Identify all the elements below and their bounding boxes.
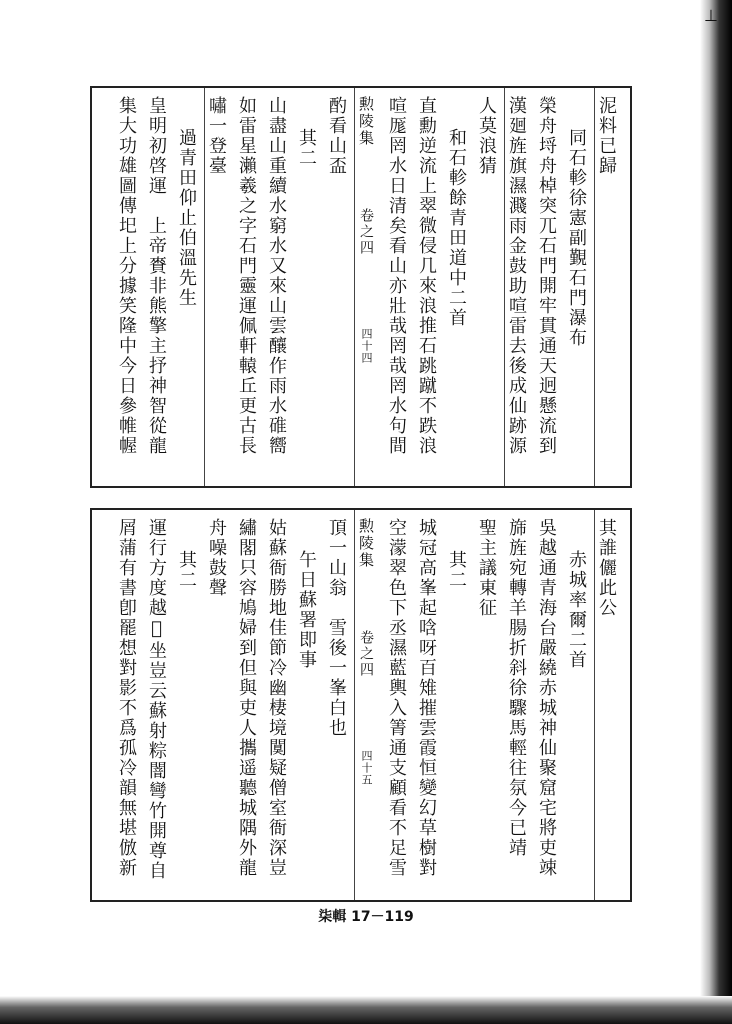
column-rule <box>504 88 505 486</box>
text-column: 直勳逆流上翠微侵几來浪推石跳蹴不跌浪 <box>416 96 437 456</box>
text-column: 泥料已歸 <box>596 96 617 176</box>
text-column: 午日蘇署即事 <box>296 550 317 670</box>
folio-number: 四十四 <box>360 328 373 364</box>
column-rule <box>594 510 595 900</box>
text-column: 屑蒲有書卽罷想對影不爲孤冷韻無堪倣新 <box>116 518 137 878</box>
volume-label: 卷之四 <box>358 630 374 678</box>
text-column: 繡閣只容鳩婦到但與吏人攜遥聽城隅外龍 <box>236 518 257 878</box>
text-column: 皇明初啓運 上帝賚非熊擎主抒神智從龍 <box>146 96 167 456</box>
text-column: 和石軫餘青田道中二首 <box>446 128 467 328</box>
text-column: 城冠高峯起唅呀百雉摧雲霞恒變幻草樹對 <box>416 518 437 878</box>
text-column: 山盡山重續水窮水又來山雲釀作雨水碓嚮 <box>266 96 287 456</box>
column-rule <box>594 88 595 486</box>
text-column: 運行方度越𦁀坐豈云蘇射粽闇彎竹開尊自 <box>146 518 167 881</box>
text-column-book-title: 勲陵集 <box>357 518 375 569</box>
scan-edge-bottom <box>0 996 732 1024</box>
text-column: 集大功雄圖傳圯上分據笑隆中今日參帷幄 <box>116 96 137 456</box>
text-column: 同石軫徐憲副覲石門瀑布 <box>566 128 587 348</box>
text-column: 其二 <box>176 550 197 590</box>
text-column: 其二 <box>296 128 317 168</box>
text-column: 其誰儷此公 <box>596 518 617 618</box>
text-column: 空濛翠色下丞濕藍輿入箐通支顧看不足雪 <box>386 518 407 878</box>
page-footer-label: 柒輯 17－119 <box>318 909 414 925</box>
text-column: 赤城率爾二首 <box>566 550 587 670</box>
text-column: 漢廻旌旗濕濺雨金鼓助喧雷去後成仙跡源 <box>506 96 527 456</box>
text-column: 吳越通青海台嚴繞赤城神仙聚窟宅將吏竦 <box>536 518 557 878</box>
page-panel-bottom <box>90 508 632 902</box>
text-column: 旆旌宛轉羊腸折斜徐驟馬輕往氛今已靖 <box>506 518 527 858</box>
column-rule <box>204 88 205 486</box>
column-rule <box>354 88 355 486</box>
text-column-book-title: 勲陵集 <box>357 96 375 147</box>
text-column: 酌看山盃 <box>326 96 347 176</box>
text-column: 嘯一登臺 <box>206 96 227 176</box>
text-column: 人莫浪猜 <box>476 96 497 176</box>
folio-number: 四十五 <box>360 750 373 786</box>
column-rule <box>354 510 355 900</box>
text-column: 其二 <box>446 550 467 590</box>
volume-label: 卷之四 <box>358 208 374 256</box>
text-column: 榮舟埒舟棹突兀石門開牢貫通天迥懸流到 <box>536 96 557 456</box>
text-column: 頂一山翁 雪後一峯白也 <box>326 518 347 738</box>
scan-edge-right <box>700 0 732 1024</box>
text-column: 聖主議東征 <box>476 518 497 618</box>
text-column: 喧厖罔水日清矣看山亦壯哉罔哉罔水句間 <box>386 96 407 456</box>
text-column: 過青田仰止伯溫先生 <box>176 128 197 308</box>
page-panel-top <box>90 86 632 488</box>
text-column: 舟噪鼓聲 <box>206 518 227 598</box>
text-column: 如雷星瀨羲之字石門靈運佩軒轅丘更古長 <box>236 96 257 456</box>
crop-mark-top-right: ⊥ <box>704 6 718 25</box>
text-column: 姑蘇衙勝地佳節冷幽棲境闃疑僧室衙深豈 <box>266 518 287 878</box>
